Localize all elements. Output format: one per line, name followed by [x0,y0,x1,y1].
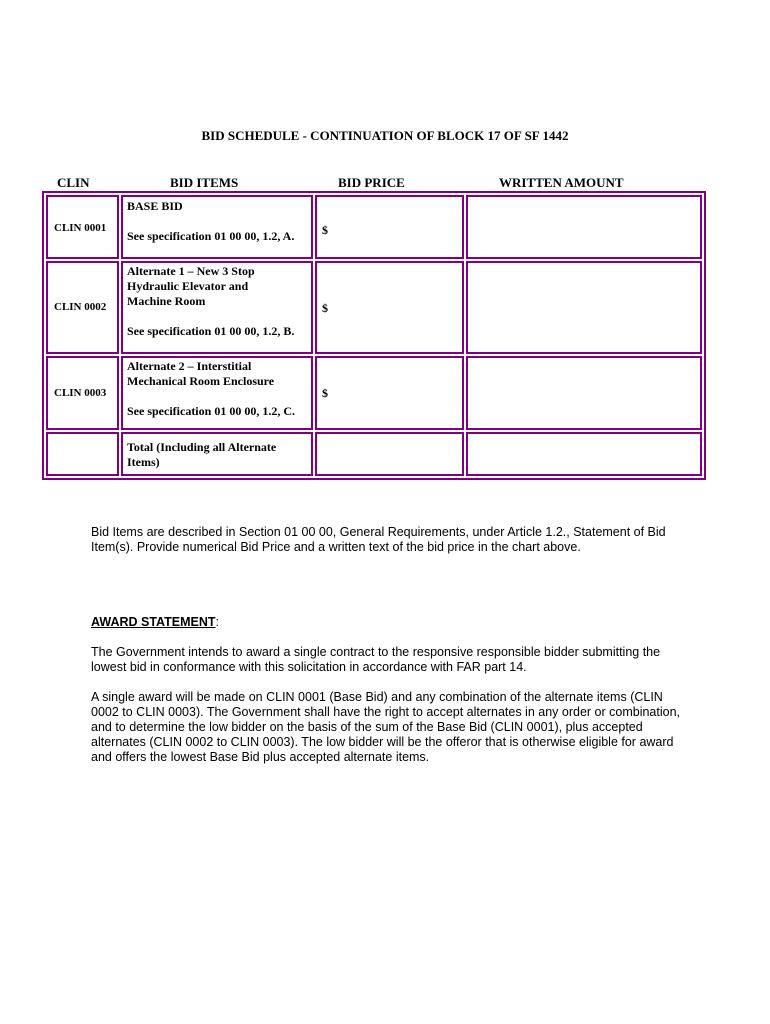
bid-item-title: Alternate 1 – New 3 Stop Hydraulic Elevator and Machine Room [127,264,255,308]
written-amount-cell[interactable] [466,261,702,354]
column-header-bid-price: BID PRICE [338,175,405,190]
bid-item-title: BASE BID [127,199,183,213]
dollar-sign: $ [322,301,328,315]
bid-price-cell[interactable] [315,356,464,430]
clin-cell [46,261,119,354]
written-amount-cell[interactable] [466,195,702,259]
column-header-clin: CLIN [57,175,90,190]
written-amount-cell[interactable] [466,356,702,430]
bid-item-cell [121,195,313,259]
bid-item-cell [121,432,313,476]
clin-label: CLIN 0002 [54,301,107,313]
written-amount-cell[interactable] [466,432,702,476]
clin-label: CLIN 0003 [54,387,107,399]
column-header-written-amount: WRITTEN AMOUNT [499,175,624,190]
bid-item-cell [121,356,313,430]
clin-cell [46,432,119,476]
description-paragraph: Bid Items are described in Section 01 00 00, General Requirements, under Article 1.2., Statement of Bid Item(s). Provide numerical Bid Price and a written text of the bid price in the chart above. [91,525,666,554]
clin-cell [46,356,119,430]
clin-label: CLIN 0001 [54,222,107,234]
dollar-sign: $ [322,223,328,237]
award-statement-heading: AWARD STATEMENT [91,615,216,629]
award-heading-colon: : [215,615,220,629]
bid-price-cell[interactable] [315,261,464,354]
bid-price-cell[interactable] [315,432,464,476]
bid-item-title: Alternate 2 – Interstitial Mechanical Room Enclosure [127,359,275,388]
dollar-sign: $ [322,386,328,400]
bid-item-cell [121,261,313,354]
page-title: BID SCHEDULE - CONTINUATION OF BLOCK 17 OF SF 1442 [201,128,569,143]
bid-schedule-table [42,191,706,480]
award-paragraph-1: The Government intends to award a single contract to the responsive responsible bidder submitting the lowest bid in conformance with this solicitation in accordance with FAR part 14. [91,645,661,674]
clin-cell [46,195,119,259]
column-header-bid-items: BID ITEMS [170,175,239,190]
bid-price-cell[interactable] [315,195,464,259]
award-paragraph-2: A single award will be made on CLIN 0001 (Base Bid) and any combination of the alternate items (CLIN 0002 to CLIN 0003). The Government shall have the right to accept alternates in any order or combination, and to determine the low bidder on the basis of the sum of the Base Bid (CLIN 0001), plus accepted alternates (CLIN 0002 to CLIN 0003). The low bidder will be the offeror that is otherwise eligible for award and offers the lowest Base Bid plus accepted alternate items. [91,690,680,764]
award-heading-line [91,615,691,630]
bid-item-spec: See specification 01 00 00, 1.2, B. [127,324,295,338]
bid-item-spec: See specification 01 00 00, 1.2, A. [127,229,295,243]
bid-item-spec: See specification 01 00 00, 1.2, C. [127,404,295,418]
bid-item-title: Total (Including all Alternate Items) [127,440,277,469]
